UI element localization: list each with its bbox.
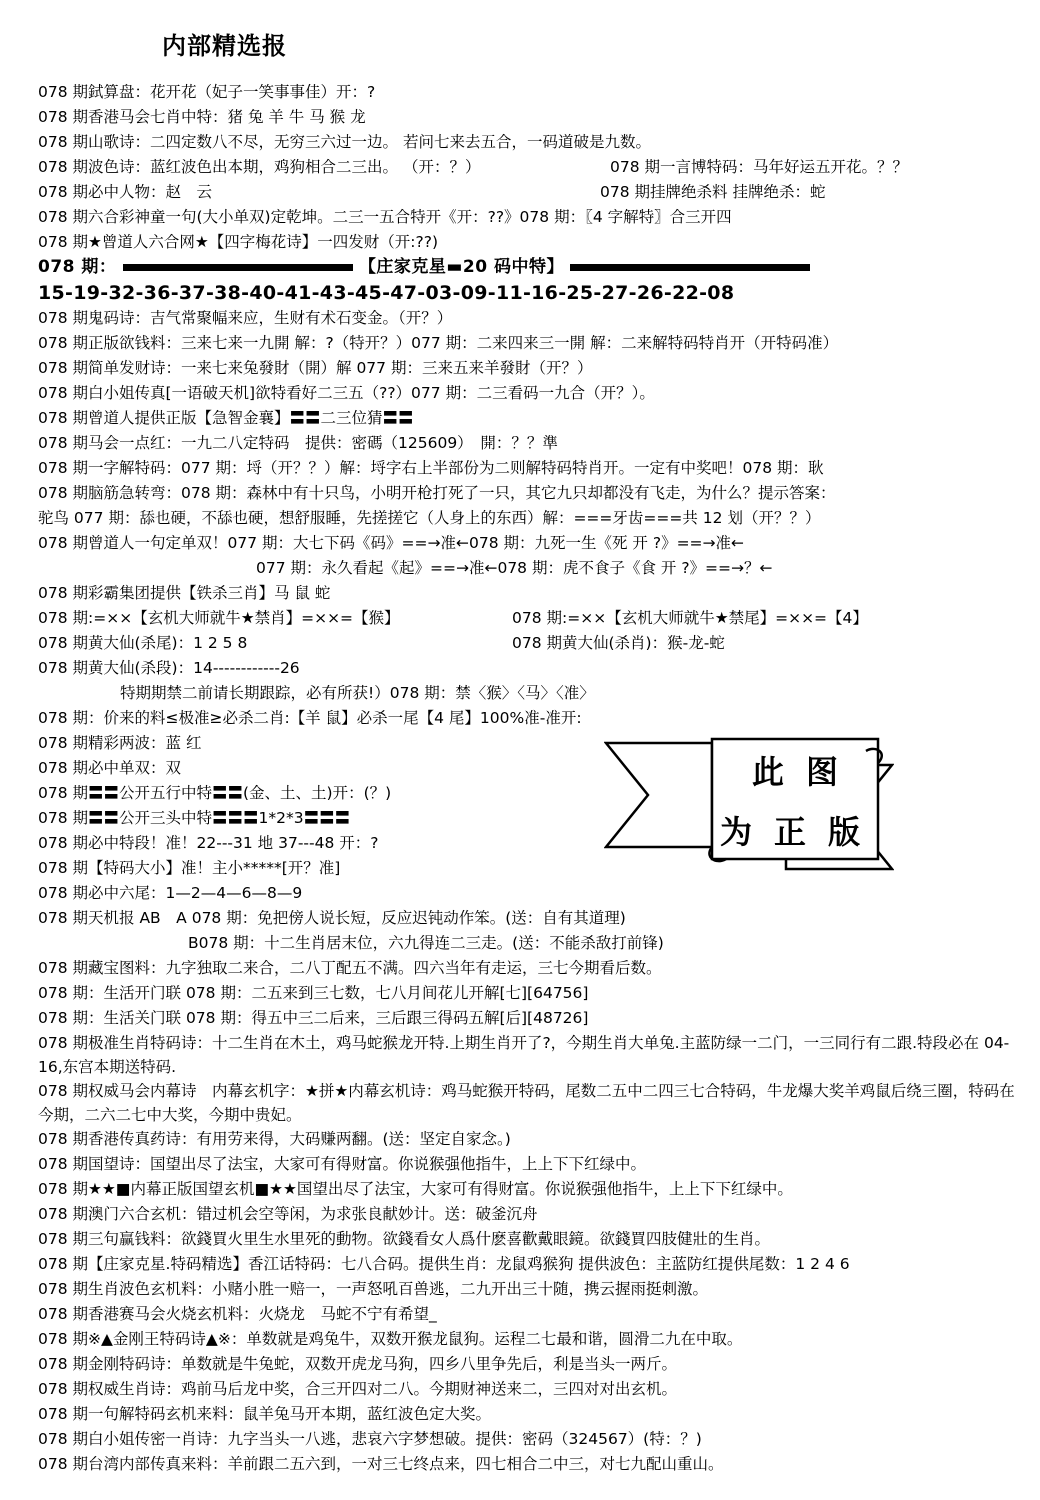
text-line — [38, 631, 1028, 656]
line-text: 078 期极准生肖特码诗：十二生肖在木土，鸡马蛇猴龙开特.上期生肖开了?，今期生肖大单兔.主蓝防绿一二门，一三同行有二跟.特段必在 04-16,东宫本期送特码. — [38, 1034, 1010, 1076]
text-line — [38, 681, 1028, 706]
line-text-right: 078 期黄大仙(杀肖)：猴-龙-蛇 — [512, 634, 725, 652]
line-text: 078 期精彩两波：蓝 红 — [38, 734, 202, 752]
line-text-right: 078 期:=××【玄机大师就牛★禁尾】=××=【4】 — [512, 609, 868, 627]
text-line — [38, 1377, 1028, 1402]
line-text: B078 期：十二生肖居末位，六九得连二三走。(送：不能杀敌打前锋) — [188, 934, 664, 952]
text-line — [38, 506, 1028, 531]
text-line — [38, 381, 1028, 406]
text-line — [38, 1227, 1028, 1252]
line-text: 078 期正版欲钱料：三来七来一九開 解：?（特开？）077 期：二来四来三一開 解：二来解特码特肖开（开特码准） — [38, 334, 839, 352]
line-text: 078 期权威生肖诗：鸡前马后龙中奖，合三开四对二八。今期财神送来二，三四对对出玄机。 — [38, 1380, 678, 1398]
line-text: 078 期金刚特码诗：单数就是牛兔蛇，双数开虎龙马狗，四乡八里争先后，利是当头一两斤。 — [38, 1355, 678, 1373]
line-text: 078 期澳门六合玄机：错过机会空等闲，为求张良献妙计。送：破釜沉舟 — [38, 1205, 538, 1223]
bar-decoration — [123, 264, 353, 271]
text-line — [38, 1352, 1028, 1377]
text-line — [38, 205, 1028, 230]
official-version-stamp — [604, 735, 894, 875]
text-line — [38, 255, 1028, 280]
line-text: 078 期白小姐传密一肖诗：九字当头一八逃，悲哀六字梦想破。提供：密码（324567）(特：？) — [38, 1430, 702, 1448]
text-line — [38, 356, 1028, 381]
text-line — [38, 1031, 1028, 1079]
line-text: 078 期权威马会内幕诗 内幕玄机字：★拼★内幕玄机诗：鸡马蛇猴开特码，尾数二五中二四三七合特码，牛龙爆大奖羊鸡鼠后绕三圈，特码在今期，二六二七中大奖，今期中贵妃。 — [38, 1082, 1015, 1124]
text-line — [38, 1127, 1028, 1152]
line-text: 078 期香港马会七肖中特：猪 兔 羊 牛 马 猴 龙 — [38, 108, 366, 126]
line-text: 078 期白小姐传真[一语破天机]欲特看好二三五（??）077 期：二三看码一九合（开？）。 — [38, 384, 655, 402]
text-line — [38, 1079, 1028, 1127]
line-text: 15-19-32-36-37-38-40-41-43-45-47-03-09-11-16-25-27-26-22-08 — [38, 282, 735, 304]
text-line — [38, 1006, 1028, 1031]
text-line — [38, 931, 1028, 956]
text-line — [38, 581, 1028, 606]
text-line — [38, 1202, 1028, 1227]
text-line — [38, 981, 1028, 1006]
line-text: 078 期必中特段！准！22---31 地 37---48 开：? — [38, 834, 379, 852]
text-line — [38, 656, 1028, 681]
text-line — [38, 1152, 1028, 1177]
text-line — [38, 1327, 1028, 1352]
line-text: 078 期曾道人提供正版【急智金襄】〓〓二三位猜〓〓 — [38, 409, 414, 427]
line-text: 078 期山歌诗：二四定数八不尽，无穷三六过一边。 若问七来去五合，一码道破是九数。 — [38, 133, 651, 151]
line-text: 078 期★★■内幕正版国望玄机■★★国望出尽了法宝，大家可有得财富。你说猴强他指牛，上上下下红绿中。 — [38, 1180, 793, 1198]
text-line — [38, 706, 1028, 731]
bar-decoration — [570, 264, 810, 271]
line-text: 078 期黄大仙(杀尾)：1 2 5 8 — [38, 634, 248, 652]
line-text: 078 期必中人物：赵 云 — [38, 183, 213, 201]
text-line — [38, 155, 1028, 180]
text-line — [38, 1452, 1028, 1477]
bar-title: 【庄家克星▬20 码中特】 — [358, 257, 564, 277]
line-text: 驼鸟 077 期：舔也硬，不舔也硬，想舒服睡，先搓搓它（人身上的东西）解：===牙齿===共 12 划（开？？） — [38, 509, 821, 527]
line-text: 078 期生肖波色玄机料：小赌小胜一赔一，一声怒吼百兽逃，二九开出三十随，携云握雨挺刺激。 — [38, 1280, 709, 1298]
text-line — [38, 180, 1028, 205]
line-text: 特期期禁二前请长期跟踪，必有所获!）078 期：禁〈猴〉〈马〉〈准〉 — [120, 684, 595, 702]
stamp-line-1: 此图 — [752, 753, 861, 791]
line-text: 078 期★曾道人六合网★【四字梅花诗】一四发财（开:??) — [38, 233, 439, 251]
line-text: 078 期香港传真药诗：有用劳来得，大码赚两翻。(送：坚定自家念。) — [38, 1130, 511, 1148]
line-text: 078 期【庄家克星.特码精选】香江话特码：七八合码。提供生肖：龙鼠鸡猴狗 提供波色：主蓝防红提供尾数：1 2 4 6 — [38, 1255, 850, 1273]
line-text: 078 期鬼码诗：吉气常聚幅来应，生财有术石变金。（开？） — [38, 309, 453, 327]
text-line — [38, 280, 1028, 306]
line-text: 078 期彩霸集团提供【铁杀三肖】马 鼠 蛇 — [38, 584, 331, 602]
text-line — [38, 230, 1028, 255]
text-line — [38, 80, 1028, 105]
text-line — [38, 556, 1028, 581]
line-text: 078 期台湾内部传真来料：羊前跟二五六到，一对三七终点来，四七相合二中三，对七九配山重山。 — [38, 1455, 724, 1473]
line-text: 078 期必中单双：双 — [38, 759, 182, 777]
line-text: 078 期马会一点红：一九二八定特码 提供：密碼（125609） 開：？？準 — [38, 434, 558, 452]
text-line — [38, 531, 1028, 556]
line-text: 078 期一句解特码玄机来料：鼠羊兔马开本期，蓝红波色定大奖。 — [38, 1405, 492, 1423]
line-text: 078 期：价来的料≤极准≥必杀二肖:【羊 鼠】必杀一尾【4 尾】100%准-准开: — [38, 709, 582, 727]
text-line — [38, 906, 1028, 931]
text-line — [38, 105, 1028, 130]
page-title: 内部精选报 — [162, 32, 287, 60]
text-line — [38, 1177, 1028, 1202]
text-line — [38, 431, 1028, 456]
text-line — [38, 406, 1028, 431]
text-line — [38, 306, 1028, 331]
line-text: 078 期〓〓公开三头中特〓〓〓1*2*3〓〓〓 — [38, 809, 351, 827]
line-text: 078 期简单发财诗：一来七来兔發財（開）解 077 期：三来五来羊發財（开？） — [38, 359, 593, 377]
text-line — [38, 456, 1028, 481]
line-text-right: 078 期挂牌绝杀料 挂牌绝杀：蛇 — [600, 183, 826, 201]
text-line — [38, 481, 1028, 506]
text-line — [38, 331, 1028, 356]
line-text: 078 期脑筋急转弯：078 期：森林中有十只鸟，小明开枪打死了一只，其它九只却都没有飞走，为什么？提示答案： — [38, 484, 836, 502]
text-line — [38, 1252, 1028, 1277]
text-line — [38, 956, 1028, 981]
text-line — [38, 1302, 1028, 1327]
line-text: 078 期〓〓公开五行中特〓〓(金、土、土)开：(？) — [38, 784, 392, 802]
line-text: 078 期※▲金刚王特码诗▲※：单数就是鸡兔牛，双数开猴龙鼠狗。运程二七最和谐，圆滑二九在中取。 — [38, 1330, 743, 1348]
text-line — [38, 1402, 1028, 1427]
text-line — [38, 606, 1028, 631]
line-text: 078 期三句赢钱料：欲錢買火里生水里死的動物。欲錢看女人爲什麽喜歡戴眼鏡。欲錢買四肢健壯的生肖。 — [38, 1230, 771, 1248]
line-text-right: 078 期一言博特码：马年好运五开花。？？ — [610, 158, 909, 176]
line-text: 078 期香港赛马会火烧玄机料：火烧龙 马蛇不宁有希望_ — [38, 1305, 437, 1323]
line-text: 078 期【特码大小】准！主小*****[开？准] — [38, 859, 341, 877]
line-text: 078 期一字解特码：077 期：埒（开？？）解：埒字右上半部份为二则解特码特肖开。一定有中奖吧！078 期：耿 — [38, 459, 824, 477]
text-line — [38, 1427, 1028, 1452]
line-text: 078 期藏宝图料：九字独取二来合，二八丁配五不满。四六当年有走运，三七今期看后数。 — [38, 959, 662, 977]
line-text: 078 期： — [38, 257, 117, 277]
line-text: 078 期:=××【玄机大师就牛★禁肖】=××=【猴】 — [38, 609, 400, 627]
line-text: 078 期天机报 AB A 078 期：免把傍人说长短，反应迟钝动作笨。(送：自有其道理) — [38, 909, 626, 927]
line-text: 078 期黄大仙(杀段)：14------------26 — [38, 659, 300, 677]
stamp-line-2: 为正版 — [720, 813, 883, 851]
text-line — [38, 130, 1028, 155]
text-line — [38, 1277, 1028, 1302]
line-text: 078 期鉽算盘：花开花（妃子一笑事事佳）开：? — [38, 83, 376, 101]
text-line — [38, 881, 1028, 906]
line-text: 078 期六合彩神童一句(大小单双)定乾坤。二三一五合特开《开：??》078 期：〖4 字解特〗合三开四 — [38, 208, 732, 226]
line-text: 078 期：生活关门联 078 期：得五中三二后来，三后跟三得码五解[后][48726] — [38, 1009, 589, 1027]
line-text: 078 期波色诗：蓝红波色出本期，鸡狗相合二三出。 （开：？） — [38, 158, 481, 176]
line-text: 078 期曾道人一句定单双！077 期：大七下码《码》==→准←078 期：九死一生《死 开 ?》==→准← — [38, 534, 745, 552]
line-text: 078 期：生活开门联 078 期：二五来到三七数，七八月间花儿开解[七][64756] — [38, 984, 589, 1002]
line-text: 078 期必中六尾：1—2—4—6—8—9 — [38, 884, 303, 902]
line-text: 078 期国望诗：国望出尽了法宝，大家可有得财富。你说猴强他指牛，上上下下红绿中。 — [38, 1155, 647, 1173]
line-text: 077 期：永久看起《起》==→准←078 期：虎不食子《食 开 ?》==→？← — [256, 559, 773, 577]
